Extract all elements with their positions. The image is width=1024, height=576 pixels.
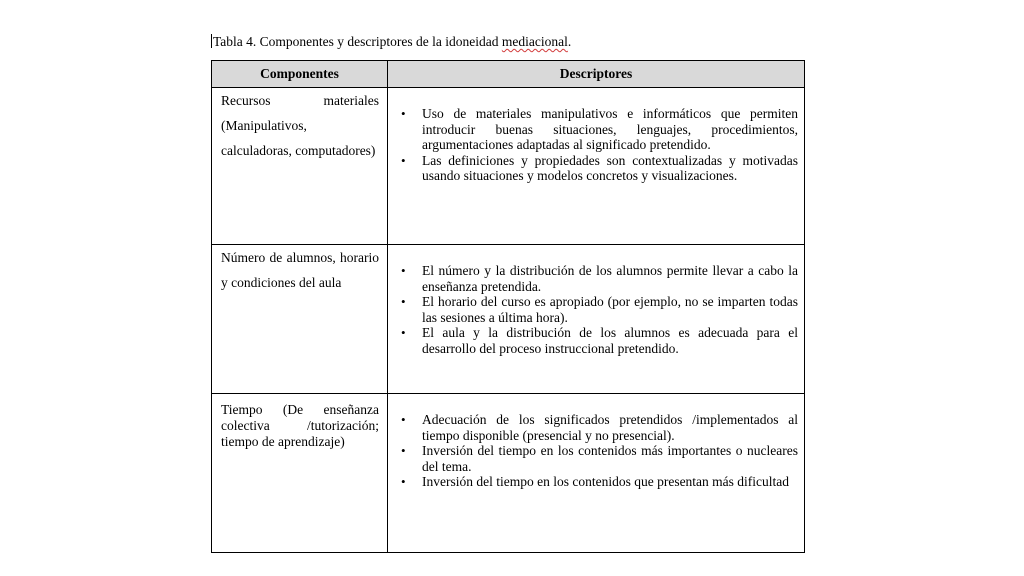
descriptor-list [394,412,798,490]
header-descriptores: Descriptores [388,61,805,88]
header-componentes: Componentes [212,61,388,88]
descriptor-cell [388,245,805,394]
components-table [211,60,805,553]
bullet-icon: • [401,152,406,168]
bullet-icon: • [401,443,406,458]
bullet-icon: • [401,106,406,121]
table-row [212,88,805,245]
descriptor-cell [388,88,805,245]
list-item [394,443,798,474]
descriptor-cell [388,394,805,553]
list-item [394,474,798,490]
bullet-icon: • [401,474,406,489]
component-text: Número de alumnos, horario y condiciones del aula [221,250,379,290]
list-item [394,263,798,294]
list-item [394,294,798,325]
table-row [212,394,805,553]
caption-text: Tabla 4. Componentes y descriptores de la idoneidad [213,34,502,49]
descriptor-list [394,106,798,184]
text-cursor [211,34,212,48]
list-item [394,325,798,356]
descriptor-list [394,263,798,356]
bullet-icon: • [401,263,406,278]
caption-period: . [567,34,572,49]
list-item [394,106,798,153]
descriptor-text: El horario del curso es apropiado (por ejemplo, no se imparten todas las sesiones a última hora). [422,294,798,325]
component-text: Tiempo (De enseñanza colectiva /tutorización; tiempo de aprendizaje) [221,402,379,449]
list-item [394,412,798,443]
table-row [212,245,805,394]
header-row [212,61,805,88]
bullet-icon: • [401,294,406,309]
bullet-icon: • [401,325,406,340]
component-cell [212,245,388,394]
spellcheck-flagged-word[interactable]: mediacional [501,34,568,49]
list-item [394,153,798,184]
descriptor-text: Uso de materiales manipulativos e informáticos que permiten introducir buenas situaciones, lenguajes, procedimientos, argumentaciones adaptadas al significado pretendido. [422,106,798,152]
bullet-icon: • [401,412,406,427]
table-caption [211,34,571,50]
descriptor-text: El número y la distribución de los alumnos permite llevar a cabo la enseñanza pretendida. [422,263,798,294]
component-cell [212,88,388,245]
descriptor-text: Adecuación de los significados pretendidos /implementados al tiempo disponible (presencial y no presencial). [422,412,798,443]
component-cell [212,394,388,553]
component-text: Recursos materiales (Manipulativos, calculadoras, computadores) [221,93,379,158]
descriptor-text: Las definiciones y propiedades son contextualizadas y motivadas usando situaciones y modelos concretos y visualizaciones. [422,152,798,183]
descriptor-text: Inversión del tiempo en los contenidos más importantes o nucleares del tema. [422,443,798,474]
descriptor-text: Inversión del tiempo en los contenidos que presentan más dificultad [422,474,790,489]
descriptor-text: El aula y la distribución de los alumnos es adecuada para el desarrollo del proceso instruccional pretendido. [422,325,798,356]
